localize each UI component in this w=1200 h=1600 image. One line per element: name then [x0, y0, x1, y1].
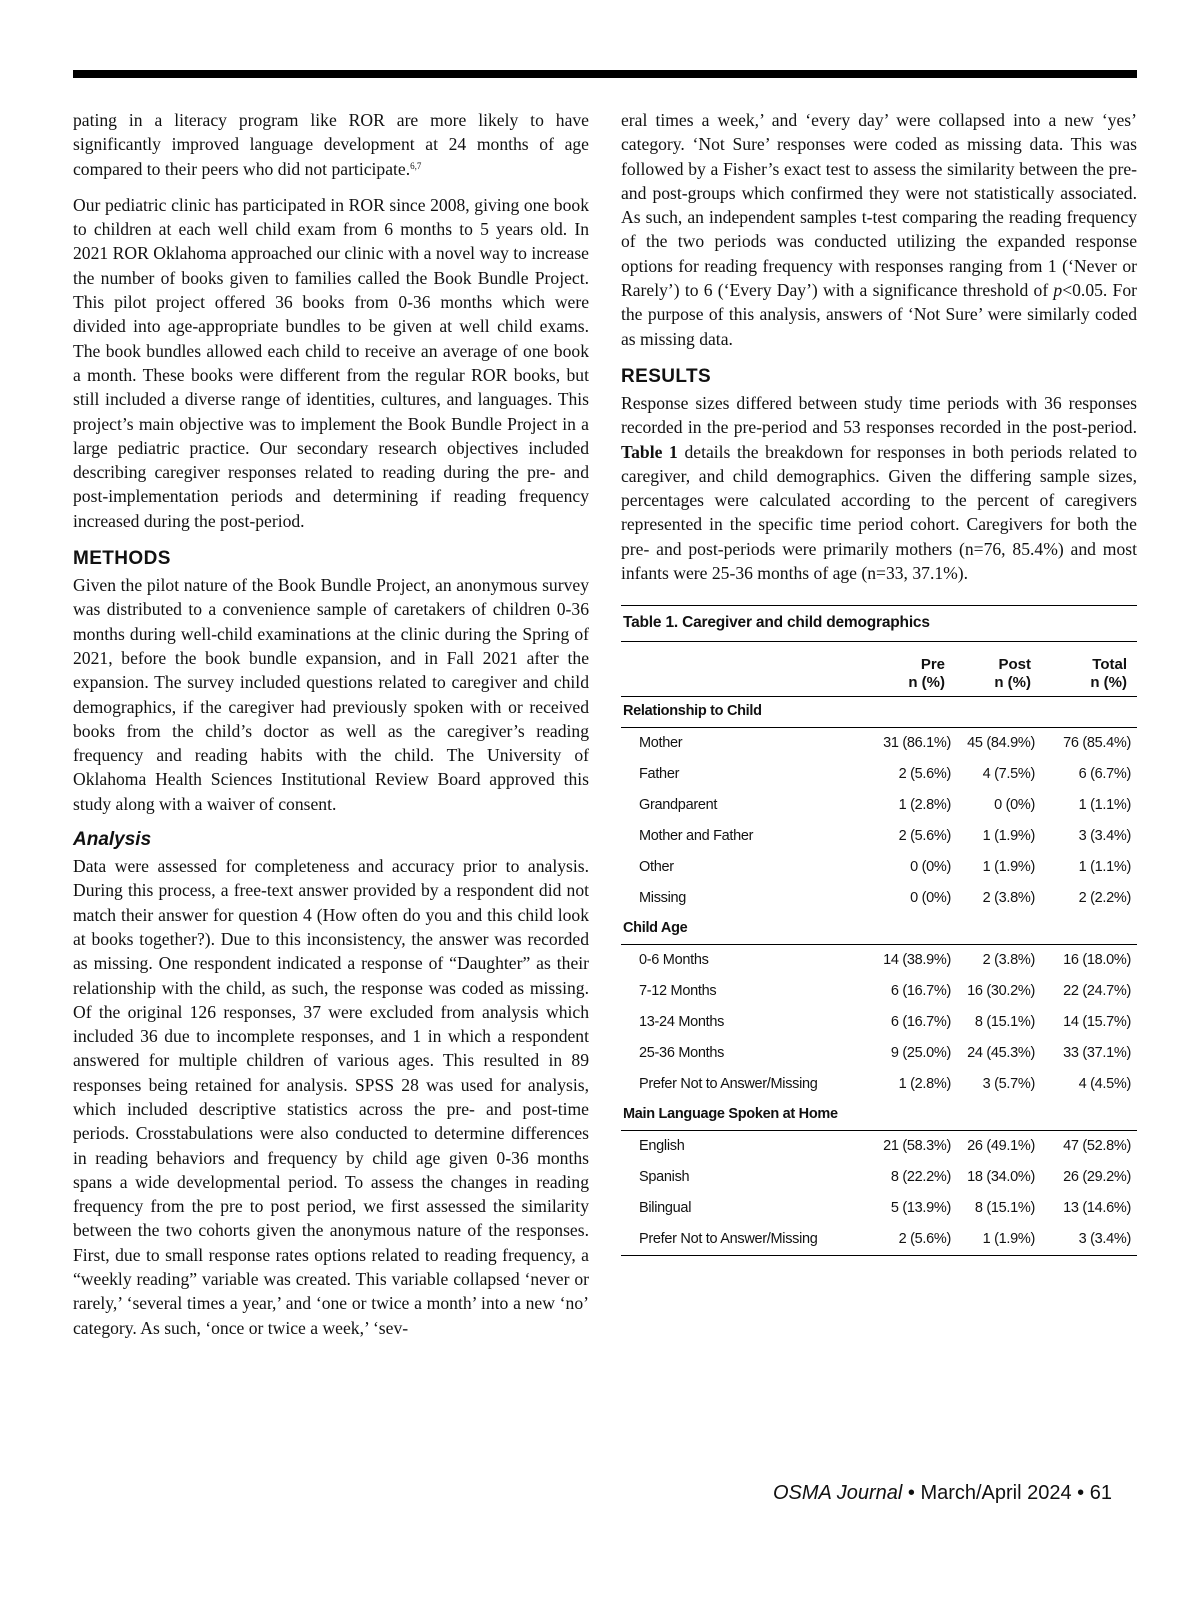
paragraph-methods: Given the pilot nature of the Book Bundle Project, an anonymous survey was distributed to a convenience sample of caretakers of children 0-36 months during well-child examinations at the clinic during the Spring of 2021, before the book bundle expansion, and in Fall 2021 after the expansion. The survey included questions related to caregiver and child demographics, if the caregiver had previously spoken with or received books from the child’s doctor as well as the caregiver’s reading frequency and reading habits with the child. The University of Oklahoma Health Sciences Institutional Review Board approved this study along with a waiver of consent.: [73, 575, 589, 814]
pre-value: 31 (86.1%): [883, 734, 951, 751]
post-value: 0 (0%): [994, 796, 1035, 813]
post-value: 2 (3.8%): [982, 889, 1035, 906]
right-column: [621, 108, 1137, 1256]
total-value: 14 (15.7%): [1063, 1013, 1131, 1030]
total-value: 6 (6.7%): [1078, 765, 1131, 782]
row-label: Grandparent: [639, 796, 718, 813]
pre-value: 6 (16.7%): [890, 1013, 951, 1030]
paragraph-clinic: Our pediatric clinic has participated in ROR since 2008, giving one book to children at each well child exam from 6 months to 5 years old. In 2021 ROR Oklahoma approached our clinic with a novel way to increase the number of books given to families called the Book Bundle Project. This pilot project offered 36 books from 0-36 months which were divided into age-appropriate bundles to be given at well child exams. The book bundles allowed each child to receive an average of one book a month. These books were different from the regular ROR books, but still included a diverse range of identities, cultures, and languages. This project’s main objective was to implement the Book Bundle Project in a large pediatric practice. Our secondary research objectives included describing caregiver responses related to reading during the pre- and post-implementation periods and determining if reading frequency increased during the post-period.: [73, 194, 589, 531]
row-label: 25-36 Months: [639, 1044, 725, 1061]
table-title: Table 1. Caregiver and child demographics: [621, 605, 1137, 641]
post-value: 4 (7.5%): [982, 765, 1035, 782]
post-value: 8 (15.1%): [974, 1013, 1035, 1030]
analysis-heading: Analysis: [73, 829, 152, 851]
row-label: Prefer Not to Answer/Missing: [639, 1075, 818, 1092]
pre-value: 21 (58.3%): [883, 1137, 951, 1154]
row-label: Bilingual: [639, 1199, 692, 1216]
group-label: Child Age: [621, 914, 1137, 945]
journal-name: OSMA Journal: [773, 1482, 903, 1504]
post-value: 8 (15.1%): [974, 1199, 1035, 1216]
table-row: [621, 1224, 1137, 1256]
total-value: 76 (85.4%): [1063, 734, 1131, 751]
total-value: 3 (3.4%): [1041, 1224, 1137, 1256]
total-value: 4 (4.5%): [1078, 1075, 1131, 1092]
table-row: [621, 1162, 1137, 1193]
header-blank: [621, 652, 867, 697]
row-label: English: [639, 1137, 685, 1154]
table-row: [621, 790, 1137, 821]
pre-value: 1 (2.8%): [898, 796, 951, 813]
page-number: 61: [1089, 1482, 1112, 1504]
post-value: 18 (34.0%): [967, 1168, 1035, 1185]
table-row: [621, 727, 1137, 759]
post-value: 1 (1.9%): [957, 1224, 1041, 1256]
table-1: [621, 605, 1137, 1255]
left-column: [73, 108, 589, 1352]
table-row: [621, 944, 1137, 976]
pre-value: 2 (5.6%): [867, 1224, 957, 1256]
post-value: 1 (1.9%): [982, 827, 1035, 844]
row-label: Mother: [639, 734, 683, 751]
total-value: 3 (3.4%): [1078, 827, 1131, 844]
post-value: 16 (30.2%): [967, 982, 1035, 999]
pre-value: 6 (16.7%): [890, 982, 951, 999]
results-heading: RESULTS: [621, 365, 712, 387]
paragraph-analysis-continued: eral times a week,’ and ‘every day’ were collapsed into a new ‘yes’ category. ‘Not Sure’ responses were coded as missing data. This was followed by a Fisher’s exact test to assess the similarity between the pre- and post-groups which confirmed they were not statistically associated. As such, an independent samples t-test comparing the reading frequency of the two periods was conducted utilizing the expanded response options for reading frequency with responses ranging from 1 (‘Never or Rarely’) to 6 (‘Every Day’) with a significance threshold of p<0.05. For the purpose of this analysis, answers of ‘Not Sure’ were similarly coded as missing data.: [621, 110, 1137, 349]
table-row: [621, 1007, 1137, 1038]
table-row: [621, 883, 1137, 914]
table-group-row: [621, 696, 1137, 727]
citation: 6,7: [410, 160, 422, 171]
pre-value: 0 (0%): [910, 889, 951, 906]
post-value: 45 (84.9%): [967, 734, 1035, 751]
table-row: [621, 1130, 1137, 1162]
group-label: Relationship to Child: [621, 696, 1137, 727]
pre-value: 9 (25.0%): [890, 1044, 951, 1061]
paragraph-results: Response sizes differed between study time periods with 36 responses recorded in the pre-period and 53 responses recorded in the post-period. Table 1 details the breakdown for responses in both periods related to caregiver, and child demographics. Given the differing sample sizes, percentages were calculated according to the percent of caregivers represented in the specific time period cohort. Caregivers for both the pre- and post-periods were primarily mothers (n=76, 85.4%) and most infants were 25-36 months of age (n=33, 37.1%).: [621, 392, 1138, 584]
row-label: Spanish: [639, 1168, 690, 1185]
row-label: 13-24 Months: [639, 1013, 725, 1030]
table-row: [621, 759, 1137, 790]
table-row: [621, 1193, 1137, 1224]
row-label: Missing: [639, 889, 687, 906]
pre-value: 2 (5.6%): [898, 765, 951, 782]
top-rule: [73, 70, 1137, 78]
pre-value: 2 (5.6%): [898, 827, 951, 844]
row-label: 0-6 Months: [639, 951, 709, 968]
row-label: Prefer Not to Answer/Missing: [621, 1224, 867, 1256]
methods-heading: METHODS: [73, 548, 171, 570]
total-value: 22 (24.7%): [1063, 982, 1131, 999]
table-row: [621, 852, 1137, 883]
table-header-row: [621, 652, 1137, 697]
row-label: Father: [639, 765, 680, 782]
post-value: 26 (49.1%): [967, 1137, 1035, 1154]
total-value: 47 (52.8%): [1063, 1137, 1131, 1154]
issue-date: March/April 2024: [920, 1482, 1072, 1504]
pre-value: 5 (13.9%): [890, 1199, 951, 1216]
table-row: [621, 1069, 1137, 1100]
total-value: 26 (29.2%): [1063, 1168, 1131, 1185]
total-value: 2 (2.2%): [1078, 889, 1131, 906]
total-value: 13 (14.6%): [1063, 1199, 1131, 1216]
row-label: Mother and Father: [639, 827, 754, 844]
pre-value: 8 (22.2%): [890, 1168, 951, 1185]
table-row: [621, 1038, 1137, 1069]
pre-value: 14 (38.9%): [883, 951, 951, 968]
header-post: Post n (%): [957, 652, 1041, 697]
total-value: 16 (18.0%): [1063, 951, 1131, 968]
row-label: Other: [639, 858, 674, 875]
demographics-table: [621, 652, 1137, 1256]
total-value: 1 (1.1%): [1078, 858, 1131, 875]
row-label: 7-12 Months: [639, 982, 717, 999]
pre-value: 1 (2.8%): [898, 1075, 951, 1092]
post-value: 3 (5.7%): [982, 1075, 1035, 1092]
table-group-row: [621, 1100, 1137, 1131]
header-total: Total n (%): [1041, 652, 1137, 697]
paragraph-analysis: Data were assessed for completeness and accuracy prior to analysis. During this process, a free-text answer provided by a respondent did not match their answer for question 4 (How often do you and this child look at books together?). Due to this inconsistency, the answer was recorded as missing. One respondent indicated a response of “Daughter” as their relationship with the child, as such, the response was coded as missing. Of the original 126 responses, 37 were excluded from analysis which included 36 due to incomplete responses, and 1 in which a respondent answered for multiple children of various ages. This resulted in 89 responses being retained for analysis. SPSS 28 was used for analysis, which included descriptive statistics across the pre- and post-time periods. Crosstabulations were also conducted to determine differences in reading behaviors and frequency by child age given 0-36 months spans a wide developmental period. To assess the changes in reading frequency from the pre to post period, we first assessed the similarity between the two cohorts given the anonymous nature of the responses. First, due to small response rates options related to reading frequency, a “weekly reading” variable was created. This variable collapsed ‘never or rarely,’ ‘several times a year,’ and ‘one or twice a month’ into a new ‘no’ category. As such, ‘once or twice a week,’ ‘sev-: [73, 856, 589, 1338]
header-pre: Pre n (%): [867, 652, 957, 697]
post-value: 2 (3.8%): [982, 951, 1035, 968]
table-row: [621, 976, 1137, 1007]
group-label: Main Language Spoken at Home: [621, 1100, 1137, 1131]
total-value: 33 (37.1%): [1063, 1044, 1131, 1061]
pre-value: 0 (0%): [910, 858, 951, 875]
table-group-row: [621, 914, 1137, 945]
total-value: 1 (1.1%): [1078, 796, 1131, 813]
paragraph-intro-continued: pating in a literacy program like ROR are more likely to have significantly improved language development at 24 months of age compared to their peers who did not participate.$^{6,7}$: [73, 110, 589, 179]
post-value: 1 (1.9%): [982, 858, 1035, 875]
table-row: [621, 821, 1137, 852]
page-footer: OSMA Journal • March/April 2024 • 61: [773, 1482, 1112, 1504]
post-value: 24 (45.3%): [967, 1044, 1035, 1061]
